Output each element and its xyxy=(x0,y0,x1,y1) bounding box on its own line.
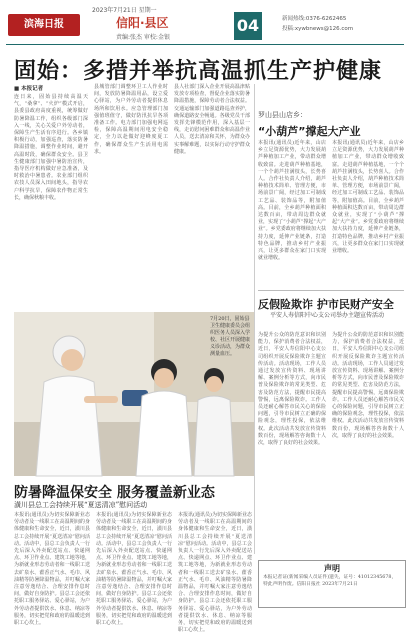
logo-text: 滨海日报 xyxy=(24,19,64,30)
editor-line: 责编:张杰 审校:金银 xyxy=(116,34,170,41)
contact-info: 新闻热线:0376-6262465 投稿:xywbnews@126.com xyxy=(282,16,354,32)
right-top-body-col1: 本报讯(通讯员)近年来，山店乡立足资源优势，大力发展葫芦种植加工产业，带动群众增收致富。走进葫芦种植基地，一个个葫芦挂满枝头，长势喜人。合作社负责人介绍，葫芦种植技术简单、管理方便，市场前景广阔，经过加工可制成工艺品、装饰品等，附加值高。目前，全乡葫芦种植面积达数百亩，带动周边群众就业，实现了“小葫芦”撑起“大产业”。乡党委政府将继续加大扶持力度，延伸产业链条，打造特色品牌，推动乡村产业振兴，让更多群众在家门口实现就业增收。 xyxy=(258,140,326,262)
right-mid-body-col2: 为提升公众的防范意识和识别能力，保护消费者合法权益，近日，平安人寿信阳中心支公司组织开展反保险欺诈主题宣传活动。活动现场，工作人员通过发放宣传资料、现场讲解、案例分析等方式，向市民普及保险欺诈的常见类型、危害及防范方法，提醒市民提高警惕，远离保险欺诈。工作人员还耐心解答市民关心的保险问题，引导市民树立正确的保险观念，理性投保，依法维权。此次活动共发放宣传资料数百份，现场解答咨询数十人次，取得了良好的社会效果。 xyxy=(332,332,404,439)
notice-body: 本报记者证(新闻采编人员证件)遗失，证号：41012345678，特此声明作废。信阳日报社 2023年7月21日 xyxy=(263,575,397,587)
issue-date: 2023年7月21日 星期一 xyxy=(92,7,157,14)
photo-caption: 7月20日，固始县卫生健康委员会组织医务人员深入学校、社区开展健康义诊活动，为群众测量血压。 xyxy=(210,316,251,357)
main-article-col2: 县城管部门调整环卫工人作业时间，发放防暑降温用品，设立爱心驿站，为户外劳动者提供休息场所和饮用水。应急管理部门加强值班值守，做好防汛抗旱各项准备工作。电力部门加强电网巡检，保障高温期间用电安全稳定，全力以赴做好迎峰度夏工作，确保群众生产生活用电需求。 xyxy=(94,84,168,155)
main-headline: 固始：多措并举抗高温抓生产护健康 xyxy=(14,59,383,84)
main-article-col1: 连日来，固始县持续高温天气，“桑拿”、“火炉”模式开启，县委县政府高度重视，统筹做好防暑降温工作，组织各级部门深入一线，关心关爱户外劳动者，保障生产生活有序进行。各乡镇积极行动，加强巡查，落实防暑降温措施，调整作业时间，避开高温时段，确保群众安全。县卫生健康部门加强中暑防治宣传，指导医疗机构做好应急准备，及时救治中暑患者。农业部门组织农技人员深入田间地头，指导农户科学抗旱，保障农作物正常生长，确保秋粮丰收。 xyxy=(14,94,88,201)
notice-box xyxy=(258,560,406,608)
page-number: 04 xyxy=(234,12,262,40)
section-divider xyxy=(258,290,404,291)
bottom-body-col1: 本报讯(通讯员)为切实保障新业态劳动者及一线职工在高温期间的身体健康和生命安全，近日，潢川县总工会持续开展“夏送清凉”慰问活动。活动中，县总工会负责人一行先后深入外卖配送站点、快递网点、环卫作业点、建筑工地等地，为新就业形态劳动者和一线职工送去矿泉水、藿香正气水、毛巾、风油精等防暑降温物品，并叮嘱大家注意劳逸结合、合理安排作息时间，做好自身防护。县总工会还依托职工服务驿站、爱心驿站，为户外劳动者提供饮水、休息、纳凉等服务，切实把党和政府的温暖送到职工心坎上。 xyxy=(14,512,90,627)
bottom-title: 防暑降温保安全 服务覆盖新业态 xyxy=(14,485,215,501)
right-top-kicker: 罗山县山店乡： xyxy=(258,111,307,119)
right-top-title: “小葫芦”撑起大产业 xyxy=(258,125,361,138)
right-mid-body-col1: 为提升公众的防范意识和识别能力，保护消费者合法权益，近日，平安人寿信阳中心支公司组织开展反保险欺诈主题宣传活动。活动现场，工作人员通过发放宣传资料、现场讲解、案例分析等方式，向市民普及保险欺诈的常见类型、危害及防范方法，提醒市民提高警惕，远离保险欺诈。工作人员还耐心解答市民关心的保险问题，引导市民树立正确的保险观念，理性投保，依法维权。此次活动共发放宣传资料数百份，现场解答咨询数十人次，取得了良好的社会效果。 xyxy=(258,332,326,447)
right-top-body-col2: 本报讯(通讯员)近年来，山店乡立足资源优势，大力发展葫芦种植加工产业，带动群众增收致富。走进葫芦种植基地，一个个葫芦挂满枝头，长势喜人。合作社负责人介绍，葫芦种植技术简单、管理方便，市场前景广阔，经过加工可制成工艺品、装饰品等，附加值高。目前，全乡葫芦种植面积达数百亩，带动周边群众就业，实现了“小葫芦”撑起“大产业”。乡党委政府将继续加大扶持力度，延伸产业链条，打造特色品牌，推动乡村产业振兴，让更多群众在家门口实现就业增收。 xyxy=(332,140,404,255)
column-divider xyxy=(254,84,255,554)
notice-title: 声明 xyxy=(324,564,340,573)
right-mid-subtitle: 平安人寿信阳中心支公司举办主题宣传活动 xyxy=(270,312,385,319)
page-header xyxy=(6,4,404,45)
section-name: 信阳·县区 xyxy=(116,16,169,30)
main-article-col3: 县人社部门深入企业开展高温津贴发放专项检查，督促企业落实防暑降温措施，保障劳动者合法权益。交通运输部门加强道路巡查养护，确保道路安全畅通。各级党员干部发挥先锋模范作用，深入基层一线，走访慰问困难群众和高温作业人员，送去清凉和关怀，为群众办实事解难题，以实际行动守护群众健康。 xyxy=(174,84,250,155)
bottom-body-col2: 本报讯(通讯员)为切实保障新业态劳动者及一线职工在高温期间的身体健康和生命安全，近日，潢川县总工会持续开展“夏送清凉”慰问活动。活动中，县总工会负责人一行先后深入外卖配送站点、快递网点、环卫作业点、建筑工地等地，为新就业形态劳动者和一线职工送去矿泉水、藿香正气水、毛巾、风油精等防暑降温物品，并叮嘱大家注意劳逸结合、合理安排作息时间，做好自身防护。县总工会还依托职工服务驿站、爱心驿站，为户外劳动者提供饮水、休息、纳凉等服务，切实把党和政府的温暖送到职工心坎上。 xyxy=(96,512,172,627)
main-byline: ■ 本报记者 xyxy=(14,86,44,92)
bottom-subtitle: 潢川县总工会持续开展“夏送清凉”慰问活动 xyxy=(14,501,148,509)
bottom-body-col3: 本报讯(通讯员)为切实保障新业态劳动者及一线职工在高温期间的身体健康和生命安全，近日，潢川县总工会持续开展“夏送清凉”慰问活动。活动中，县总工会负责人一行先后深入外卖配送站点、快递网点、环卫作业点、建筑工地等地，为新就业形态劳动者和一线职工送去矿泉水、藿香正气水、毛巾、风油精等防暑降温物品，并叮嘱大家注意劳逸结合、合理安排作息时间，做好自身防护。县总工会还依托职工服务驿站、爱心驿站，为户外劳动者提供饮水、休息、纳凉等服务，切实把党和政府的温暖送到职工心坎上。 xyxy=(178,512,252,634)
newspaper-logo xyxy=(8,14,80,36)
right-mid-title: 反假险欺诈 护市民财产安全 xyxy=(258,298,394,311)
